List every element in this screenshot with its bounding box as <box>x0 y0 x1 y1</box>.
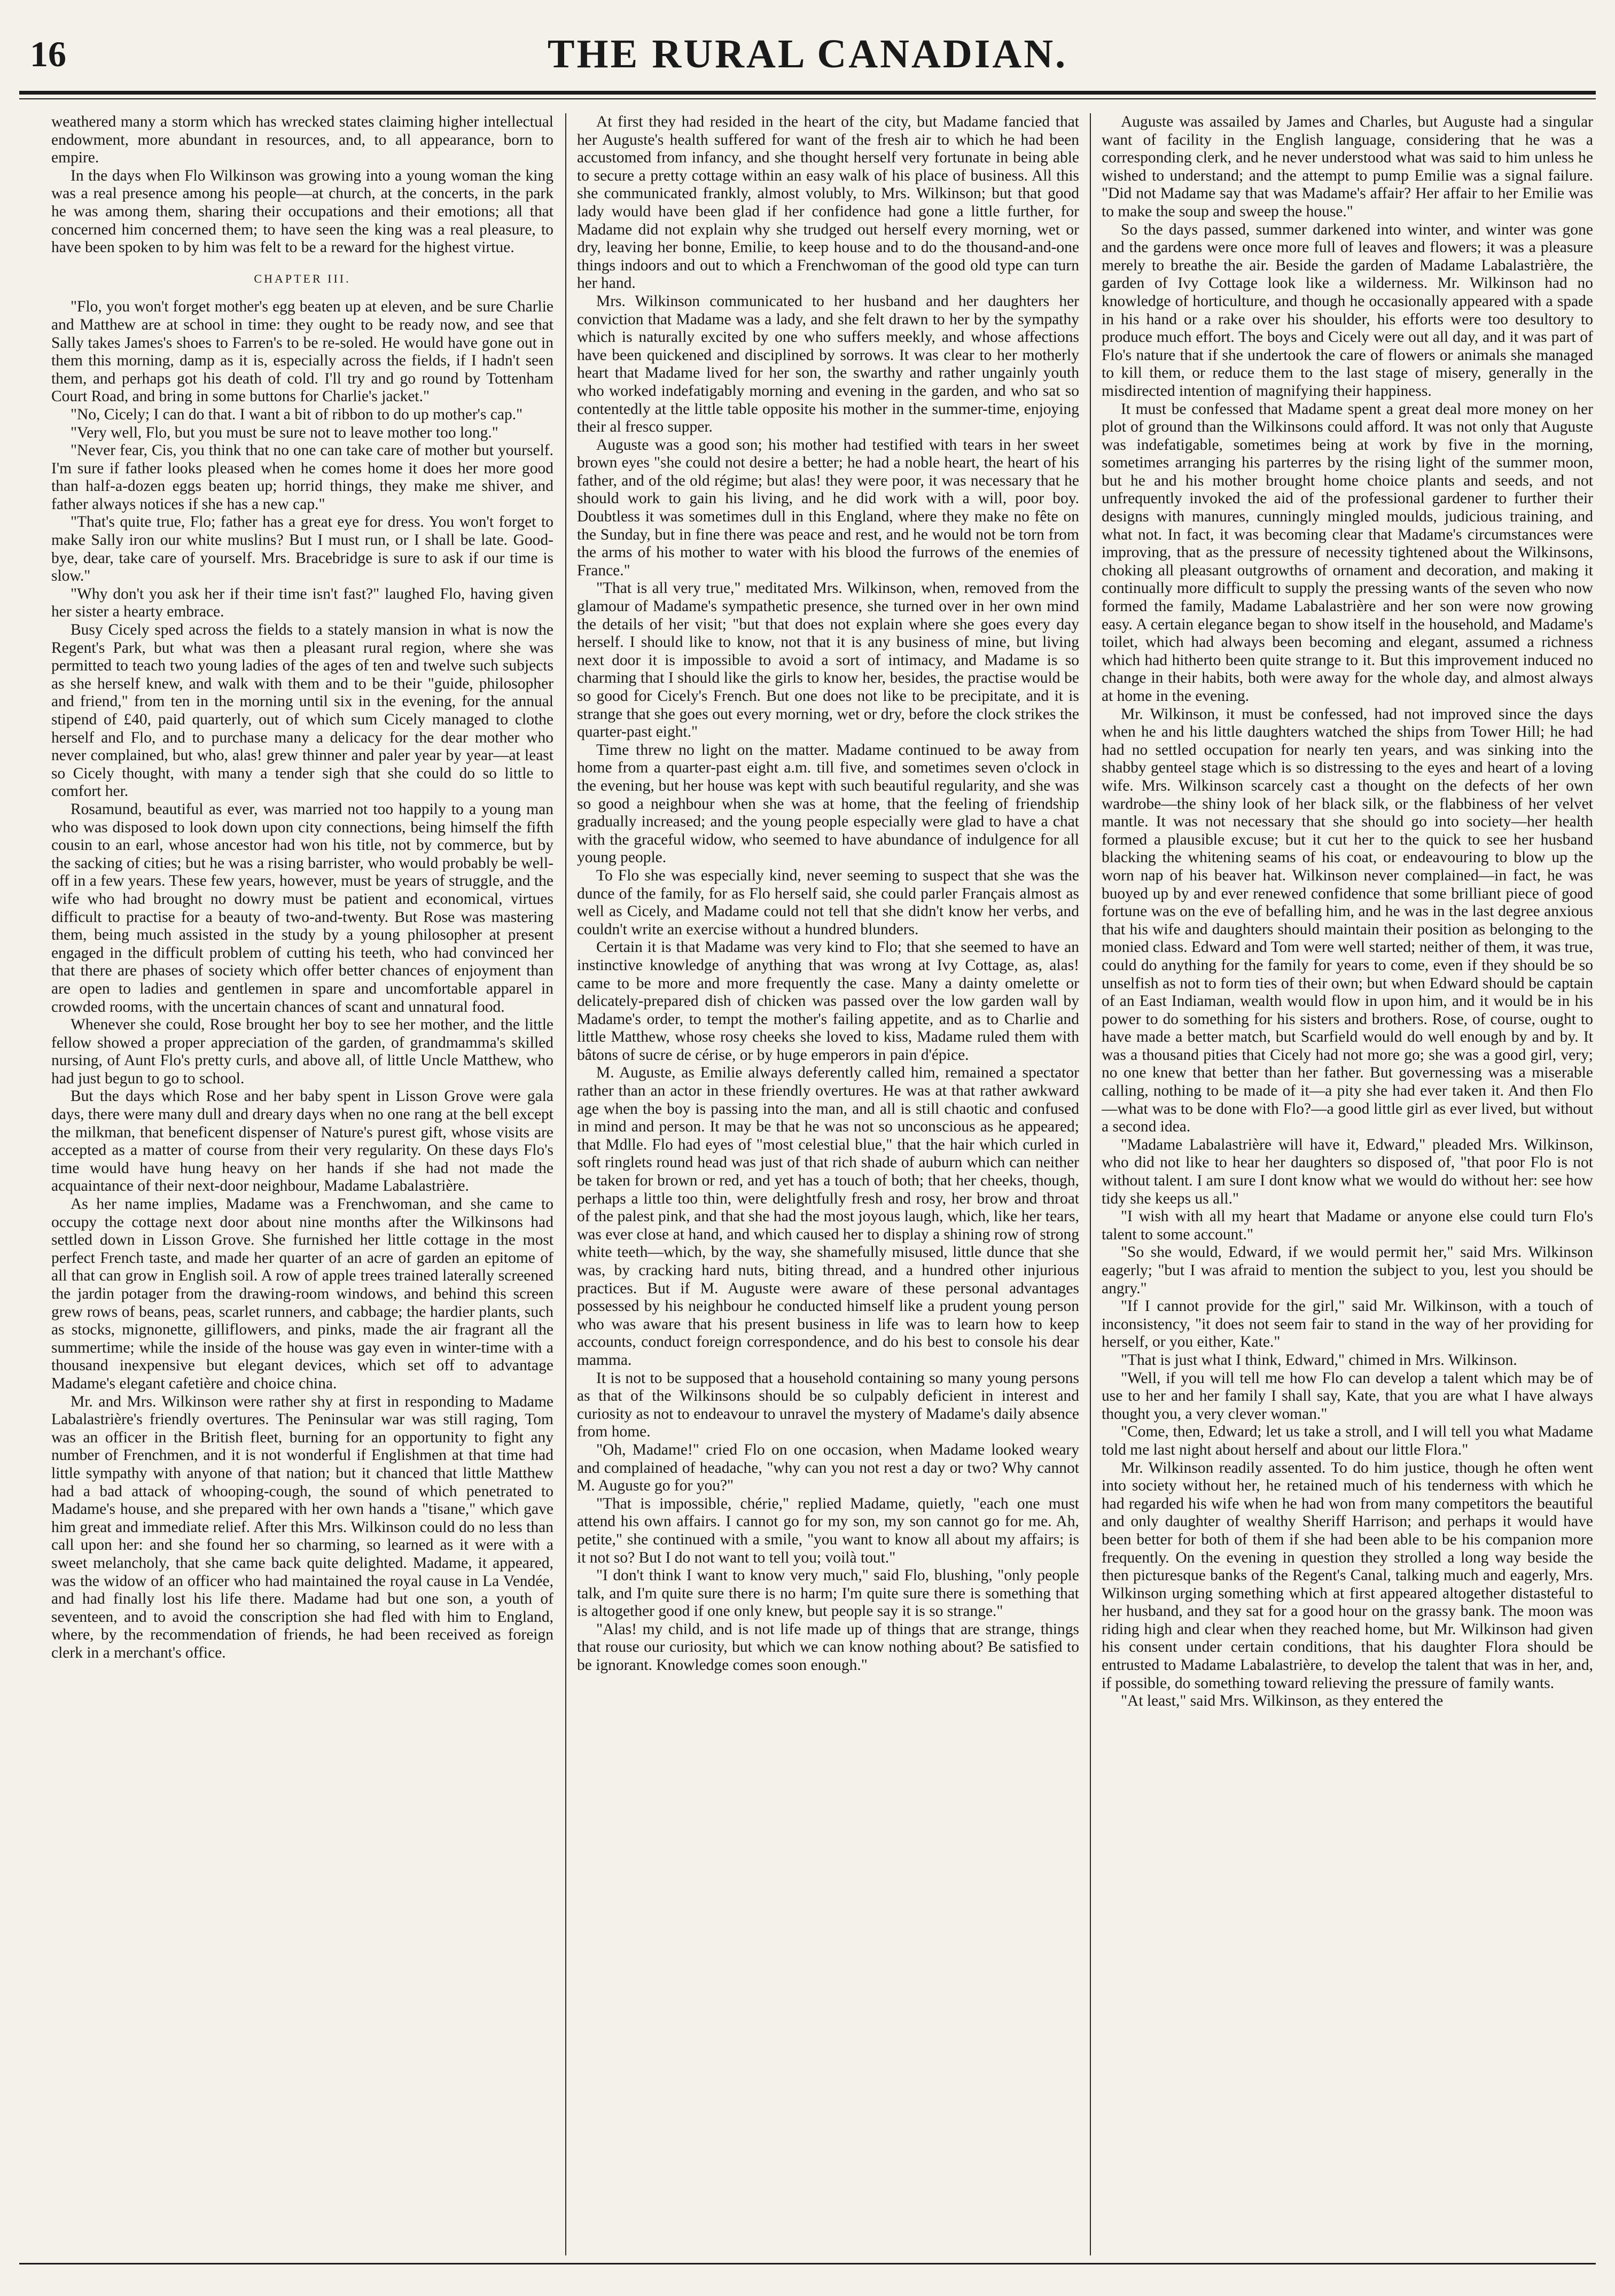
paragraph: "That is just what I think, Edward," chimed in Mrs. Wilkinson. <box>1121 1351 1517 1369</box>
paragraph: To Flo she was especially kind, never seeming to suspect that she was the dunce of the family, for as Flo herself said, she could parler Français almost as well as Cicely, and Madame could not tell that she didn't know her verbs, and couldn't write an exercise without a hundred blunders. <box>577 866 1079 938</box>
column-3 <box>1102 113 1593 2255</box>
paragraph: "Oh, Madame!" cried Flo on one occasion, when Madame looked weary and complained of headache, "why can you not rest a day or two? Why cannot M. Auguste go for you?" <box>577 1441 1079 1495</box>
paragraph: "At least," said Mrs. Wilkinson, as they entered the <box>1121 1692 1444 1710</box>
paragraph: Time threw no light on the matter. Madame continued to be away from home from a quarter-past eight a.m. till five, and sometimes seven o'clock in the evening, but her house was kept with such beautiful regularity, and she was so good a neighbour when she was at home, that the feeling of friendship gradually increased; and the young people especially were glad to have a chat with the graceful widow, who seemed to have abundance of indulgence for all young people. <box>577 741 1079 866</box>
column-divider <box>565 113 566 2255</box>
paragraph: So the days passed, summer darkened into winter, and winter was gone and the gardens were once more full of leaves and flowers; it was a pleasure merely to breathe the air. Beside the garden of Madame Labalastrière, the garden of Ivy Cottage look like a wilderness. Mr. Wilkinson had no knowledge of horticulture, and though he occasionally appeared with a spade in his hand or a rake over his shoulder, his efforts were too desultory to produce much effort. The boys and Cicely were out all day, and it was part of Flo's nature that if she undertook the care of flowers or animals she managed to kill them, or reduce them to the last stage of misery, generally in the misdirected intention of magnifying their happiness. <box>1102 221 1593 400</box>
paragraph: Mr. and Mrs. Wilkinson were rather shy at first in responding to Madame Labalastrière's friendly overtures. The Peninsular war was still raging, Tom was an officer in the British fleet, burning for an opportunity to fight any number of Frenchmen, and it is not wonderful if Englishmen at that time had little sympathy with anyone of that nation; but it chanced that little Matthew had a bad attack of whooping-cough, the sound of which penetrated to Madame's house, and she prepared with her own hands a "tisane," which gave him great and immediate relief. After this Mrs. Wilkinson could do no less than call upon her: and she found her so charming, so learned as it were with a sweet melancholy, that she came back quite delighted. Madame, it appeared, was the widow of an officer who had maintained the royal cause in La Vendée, and had finally lost his life there. Madame had but one son, a youth of seventeen, and to avoid the conscription she had fled with him to England, where, by the recommendation of friends, he had been received as foreign clerk in a merchant's office. <box>51 1393 553 1661</box>
paragraph: Mr. Wilkinson readily assented. To do him justice, though he often went into society without her, he retained much of his tenderness with which he had regarded his wife when he had won from many competitors the beautiful and only daughter of wealthy Sheriff Harrison; and perhaps it would have been better for both of them if she had been able to be his companion more frequently. On the evening in question they strolled a long way beside the then picturesque banks of the Regent's Canal, talking much and eagerly, Mrs. Wilkinson urging something which at first appeared altogether distasteful to her husband, and they sat for a good hour on the grassy bank. The moon was riding high and clear when they reached home, but Mr. Wilkinson had given his consent under certain conditions, that his daughter Flora should be entrusted to Madame Labalastrière, to develop the talent that was in her, and, if possible, do something toward relieving the pressure of family wants. <box>1102 1459 1593 1692</box>
paragraph: "Very well, Flo, but you must be sure not to leave mother too long." <box>71 424 498 441</box>
paragraph: In the days when Flo Wilkinson was growing into a young woman the king was a real presence among his people—at church, at the concerts, in the park he was among them, sharing their occupations and their emotions; all that concerned him concerned them; to have seen the king was a real pleasure, to have been spoken to by him was felt to be a reward for the highest virtue. <box>51 167 553 256</box>
header-rule-thin <box>19 98 1596 99</box>
paragraph: "Alas! my child, and is not life made up of things that are strange, things that rouse our curiosity, but which we can know nothing about? Be satisfied to be ignorant. Knowledge comes soon enough." <box>577 1620 1079 1674</box>
page-header <box>19 31 1596 90</box>
header-rule-thick <box>19 91 1596 95</box>
paragraph: M. Auguste, as Emilie always deferently called him, remained a spectator rather than an actor in these friendly overtures. He was at that rather awkward age when the boy is passing into the man, and all is still chaotic and confused in mind and person. It may be that he was not so unconscious as he appeared; that Mdlle. Flo had eyes of "most celestial blue," that the hair which curled in soft ringlets round head was just of that rich shade of auburn which can neither be taken for brown or red, and yet has a touch of both; that her cheeks, though, perhaps a little too thin, were delightfully fresh and rosy, her brow and throat of the palest pink, and that she had the most joyous laugh, which, like her tears, was ever close at hand, and which caused her to display a shining row of strong white teeth—which, by the way, she shamefully misused, little dunce that she was, by cracking hard nuts, biting thread, and a hundred other injurious practices. But if M. Auguste were aware of these personal advantages possessed by his neighbour he conducted himself like a prudent young person who was aware that his present business in life was to learn how to keep accounts, conduct foreign correspondence, and do his best to console his dear mamma. <box>577 1064 1079 1369</box>
paragraph: At first they had resided in the heart of the city, but Madame fancied that her Auguste's health suffered for want of the fresh air to which he had been accustomed from infancy, and she thought herself very fortunate in being able to secure a pretty cottage within an easy walk of his place of business. All this she communicated frankly, almost volubly, to Mrs. Wilkinson; but that good lady would have been glad if her confidence had gone a little further, for Madame did not explain why she trudged out herself every morning, wet or dry, leaving her bonne, Emilie, to keep house and to do the thousand-and-one things indoors and out to which a Frenchwoman of the good old type can turn her hand. <box>577 113 1079 292</box>
paragraph: "I wish with all my heart that Madame or anyone else could turn Flo's talent to some account." <box>1102 1208 1593 1243</box>
column-divider <box>1090 113 1091 2255</box>
paragraph: Mrs. Wilkinson communicated to her husband and her daughters her conviction that Madame was a lady, and she felt drawn to her by the sympathy which is naturally excited by one who suffers meekly, and whose affections have been quickened and disciplined by sorrows. It was clear to her motherly heart that Madame lived for her son, the swarthy and rather ungainly youth who worked indefatigably morning and evening in the garden, and who sat so contentedly at the little table opposite his mother in the summer-time, enjoying their al fresco supper. <box>577 292 1079 436</box>
footer-rule <box>19 2263 1596 2264</box>
paragraph: "Madame Labalastrière will have it, Edward," pleaded Mrs. Wilkinson, who did not like to hear her daughters so disposed of, "that poor Flo is not without talent. I am sure I dont know what we would do without her: see how tidy she keeps us all." <box>1102 1136 1593 1207</box>
paragraph: Certain it is that Madame was very kind to Flo; that she seemed to have an instinctive knowledge of anything that was wrong at Ivy Cottage, as, alas! came to be more and more frequently the case. Many a dainty omelette or delicately-prepared dish of chicken was passed over the low garden wall by Madame's order, to tempt the mother's failing appetite, and as to Charlie and little Matthew, whose rosy cheeks she loved to kiss, Madame ruled them with bâtons of sucre de cérise, or by huge emperors in pain d'épice. <box>577 939 1079 1064</box>
chapter-heading: CHAPTER III. <box>254 271 351 285</box>
paragraph: "Flo, you won't forget mother's egg beaten up at eleven, and be sure Charlie and Matthew are at school in time: they ought to be ready now, and see that Sally takes James's shoes to Farren's to be re-soled. He would have gone out in them this morning, damp as it is, especially across the fields, if I hadn't seen them, and perhaps got his death of cold. I'll try and go round by Tottenham Court Road, and bring in some buttons for Charlie's jacket." <box>51 298 553 405</box>
paragraph: "Well, if you will tell me how Flo can develop a talent which may be of use to her and her family I shall say, Kate, that you are what I have always thought you, a very clever woman." <box>1102 1369 1593 1423</box>
paragraph: "That's quite true, Flo; father has a great eye for dress. You won't forget to make Sally iron our white muslins? But I must run, or I shall be late. Good-bye, dear, take care of yourself. Mrs. Bracebridge is sure to ask if our time is slow." <box>51 513 553 585</box>
paragraph: "That is all very true," meditated Mrs. Wilkinson, when, removed from the glamour of Madame's sympathetic presence, she turned over in her own mind the details of her visit; "but that does not explain where she goes every day herself. I should like to know, not that it is any business of mine, but living next door it is impossible to avoid a sort of intimacy, and Madame is so charming that I should like the girls to know her, besides, the practise would be so good for Cicely's French. But one does not like to be precipitate, and it is strange that she goes out every morning, wet or dry, before the clock strikes the quarter-past eight." <box>577 580 1079 741</box>
paragraph: Mr. Wilkinson, it must be confessed, had not improved since the days when he and his little daughters watched the ships from Tower Hill; he had had no settled occupation for nearly ten years, and was sinking into the shabby genteel stage which is so distressing to the eyes and heart of a loving wife. Mrs. Wilkinson scarcely cast a thought on the defects of her own wardrobe—the shiny look of her black silk, or the flabbiness of her velvet mantle. It was not necessary that she should go into society—her health formed a plausible excuse; but it cut her to the quick to see her husband blacking the whitening seams of his coat, or endeavouring to blow up the worn nap of his beaver hat. Wilkinson never complained—in fact, he was buoyed up by and ever renewed confidence that some brilliant piece of good fortune was on the eve of befalling him, and he was in the last degree anxious that his wife and daughters should maintain their position as belonging to the monied class. Edward and Tom were well started; neither of them, it was true, could do anything for the family for years to come, even if they should be so unselfish as not to form ties of their own; but when Edward should be captain of an East Indiaman, wealth would flow in upon him, and it would be in his power to do something for his sisters and brothers. Rose, of course, ought to have made a better match, but Scarfield would do well enough by and by. It was a thousand pities that Cicely had not more go; she was a good girl, very; no one knew that better than her father. But governessing was a miserable calling, nothing to be made of it—a pity she had ever taken it. And then Flo—what was to be done with Flo?—a good little girl as ever lived, but without a second idea. <box>1102 705 1593 1136</box>
paragraph: "I don't think I want to know very much," said Flo, blushing, "only people talk, and I'm quite sure there is no harm; I'm quite sure there is something that is altogether good if one only knew, but people say it is so strange." <box>577 1567 1079 1620</box>
paragraph: "No, Cicely; I can do that. I want a bit of ribbon to do up mother's cap." <box>71 405 523 423</box>
paragraph: As her name implies, Madame was a Frenchwoman, and she came to occupy the cottage next door about nine months after the Wilkinsons had settled down in Lisson Grove. She furnished her little cottage in the most perfect French taste, and made her quarter of an acre of garden an epitome of all that can grow in English soil. A row of apple trees trained laterally screened the jardin potager from the drawing-room windows, and behind this screen grew rows of beans, peas, scarlet runners, and cabbage; the hardier plants, such as stocks, mignonette, gilliflowers, and pinks, made the air fragrant all the summertime; while the inside of the house was gay even in winter-time with a thousand inexpensive but elegant devices, which set off to advantage Madame's elegant cafetière and choice china. <box>51 1196 553 1392</box>
paragraph: Busy Cicely sped across the fields to a stately mansion in what is now the Regent's Park, but what was then a pleasant rural region, where she was permitted to teach two young ladies of the ages of ten and twelve such subjects as she herself knew, and walk with them and to be their "guide, philosopher and friend," from ten in the morning until six in the evening, for the annual stipend of £40, paid quarterly, out of which sum Cicely managed to clothe herself and Flo, and to purchase many a delicacy for the dear mother who never complained, but who, alas! grew thinner and paler year by year—at least so Cicely thought, with many a tender sigh that she could do so little to comfort her. <box>51 621 553 800</box>
paragraph: But the days which Rose and her baby spent in Lisson Grove were gala days, there were many dull and dreary days when no one rang at the bell except the milkman, that beneficent dispenser of Nature's purest gift, whose visits are accepted as a matter of course from their very regularity. On these days Flo's time would have hung heavy on her hands if she had not made the acquaintance of their next-door neighbour, Madame Labalastrière. <box>51 1088 553 1195</box>
paragraph: Auguste was assailed by James and Charles, but Auguste had a singular want of facility in the English language, considering that he was a corresponding clerk, and he never understood what was said to him unless he wished to understand; and the attempt to pump Emilie was a signal failure. "Did not Madame say that was Madame's affair? Her affair to her Emilie was to make the soup and sweep the house." <box>1102 113 1593 220</box>
page-number: 16 <box>30 34 66 74</box>
masthead-title: THE RURAL CANADIAN. <box>547 32 1068 76</box>
column-2 <box>577 113 1079 2255</box>
paragraph: Rosamund, beautiful as ever, was married not too happily to a young man who was disposed to look down upon city connections, being himself the fifth cousin to an earl, whose ancestor had won his title, not by commerce, but by the sacking of cities; but he was a rising barrister, who would probably be well-off in a few years. These few years, however, must be years of struggle, and the wife who had brought no dowry must be patient and economical, virtues difficult to practise for a beauty of two-and-twenty. But Rose was mastering them, being much assisted in the study by a young philosopher at present engaged in the difficult problem of cutting his teeth, who had convinced her that there are phases of society which offer better chances of enjoyment than are open to ladies and gentlemen in spare and uncomfortable apparel in crowded rooms, with the uncertain chances of scant and unnatural food. <box>51 800 553 1016</box>
paragraph: "Come, then, Edward; let us take a stroll, and I will tell you what Madame told me last night about herself and about our little Flora." <box>1102 1423 1593 1458</box>
paragraph: "Never fear, Cis, you think that no one can take care of mother but yourself. I'm sure if father looks pleased when he comes home it does her more good than half-a-dozen eggs beaten up; horrid things, they make me shiver, and father always notices if she has a new cap." <box>51 442 553 513</box>
paragraph: It must be confessed that Madame spent a great deal more money on her plot of ground than the Wilkinsons could afford. It was not only that Auguste was indefatigable, sometimes being at work by five in the morning, sometimes arranging his parterres by the rising light of the summer moon, but he and his mother brought home choice plants and seeds, and not unfrequently invoked the aid of the professional gardener to further their designs with manures, cunningly mingled moulds, judicious training, and what not. In fact, it was becoming clear that Madame's circumstances were improving, that as the pressure of necessity tightened about the Wilkinsons, choking all pleasant outgrowths of ornament and decoration, and making it continually more difficult to supply the pressing wants of the seven who now formed the family, Madame Labalastrière and her son were now growing easy. A certain elegance began to show itself in the household, and Madame's toilet, which had always been becoming and elegant, assumed a richness which had hitherto been quite strange to it. But this improvement induced no change in their habits, both were away for the whole day, and almost always at home in the evening. <box>1102 400 1593 705</box>
paragraph: weathered many a storm which has wrecked states claiming higher intellectual endowment, more abundant in resources, and, to all appearance, born to empire. <box>51 113 553 167</box>
paragraph: "Why don't you ask her if their time isn't fast?" laughed Flo, having given her sister a hearty embrace. <box>51 585 553 621</box>
paragraph: "If I cannot provide for the girl," said Mr. Wilkinson, with a touch of inconsistency, "it does not seem fair to stand in the way of her providing for herself, or you either, Kate." <box>1102 1298 1593 1351</box>
paragraph: "That is impossible, chérie," replied Madame, quietly, "each one must attend his own affairs. I cannot go for my son, my son cannot go for me. Ah, petite," she continued with a smile, "you want to know all about my affairs; is it not so? But I do not want to tell you; voilà tout." <box>577 1495 1079 1566</box>
paragraph: It is not to be supposed that a household containing so many young persons as that of the Wilkinsons should be so culpably deficient in interest and curiosity as not to endeavour to unravel the mystery of Madame's daily absence from home. <box>577 1369 1079 1441</box>
paragraph: "So she would, Edward, if we would permit her," said Mrs. Wilkinson eagerly; "but I was afraid to mention the subject to you, lest you should be angry." <box>1102 1244 1593 1297</box>
paragraph: Auguste was a good son; his mother had testified with tears in her sweet brown eyes "she could not desire a better; he had a noble heart, the heart of his father, and of the old régime; but alas! they were poor, it was necessary that he should work to gain his living, and he did work with a will, poor boy. Doubtless it was sometimes dull in this England, where they make no fête on the Sunday, but in fine there was peace and rest, and he would not be torn from the arms of his mother to water with his blood the furrows of the enemies of France." <box>577 436 1079 579</box>
column-1 <box>51 113 553 2255</box>
paragraph: Whenever she could, Rose brought her boy to see her mother, and the little fellow showed a proper appreciation of the garden, of grandmamma's skilled nursing, of Aunt Flo's pretty curls, and above all, of little Uncle Matthew, who had just begun to go to school. <box>51 1016 553 1087</box>
